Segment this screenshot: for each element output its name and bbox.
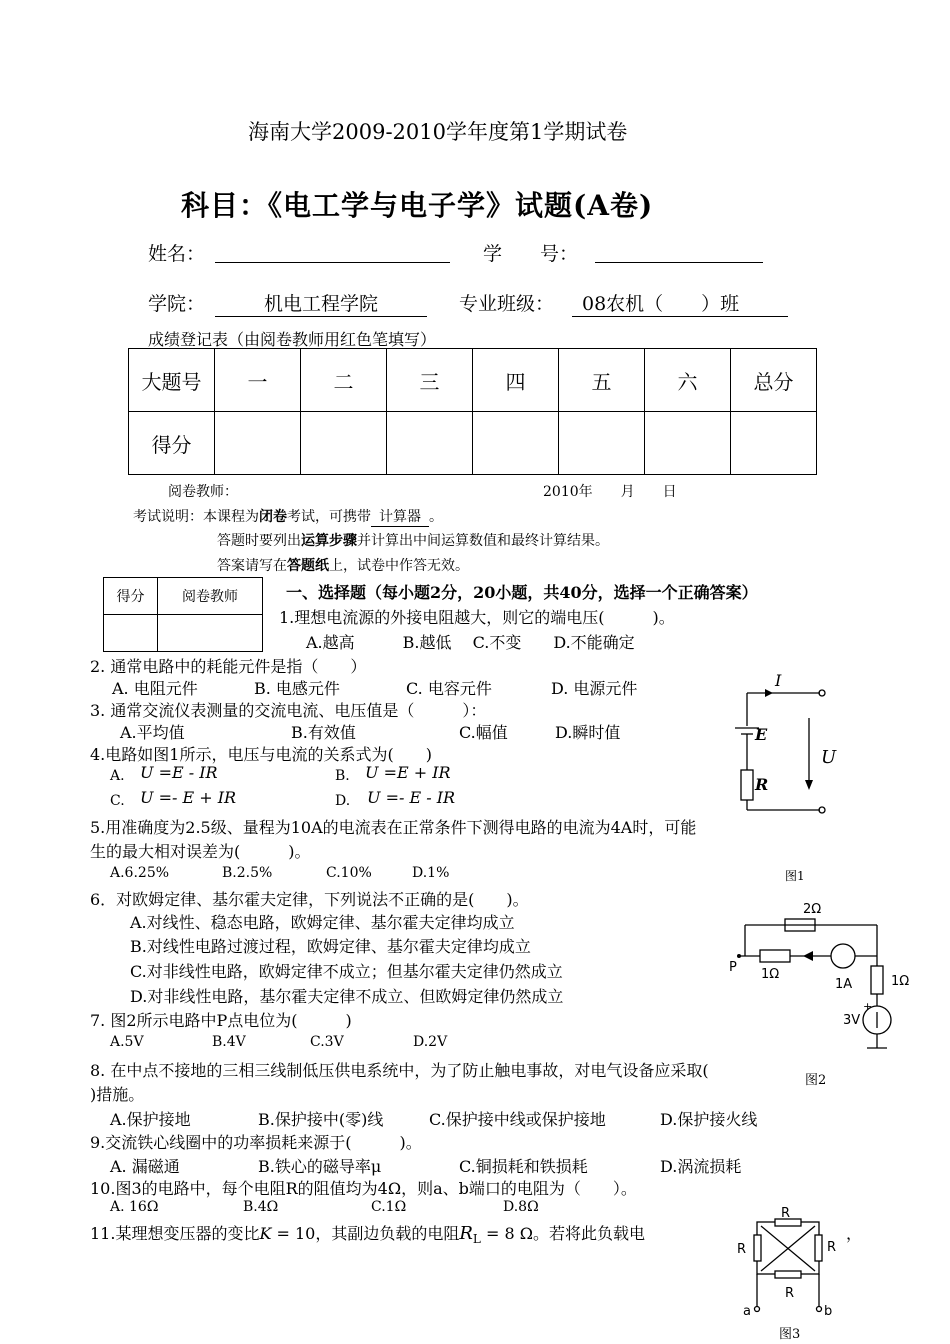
fig1-caption: 图1 (785, 869, 805, 883)
q4-text: 4.电路如图1所示，电压与电流的关系式为( ) (90, 745, 432, 764)
q3-option-c: C.幅值 (459, 723, 508, 742)
q6-option-d: D.对非线性电路，基尔霍夫定律不成立、但欧姆定律仍然成立 (130, 987, 564, 1006)
section1-heading: 一、选择题（每小题2分，20小题，共40分，选择一个正确答案） (286, 583, 758, 602)
q2-option-b: B. 电感元件 (254, 679, 340, 698)
score-cell[interactable] (215, 412, 301, 475)
q4-option-d: U =- E - IR (367, 788, 456, 807)
instructions-line-2 (217, 530, 609, 550)
q9-option-b: B.铁心的磁导率μ (258, 1157, 382, 1176)
q7-option-a: A.5V (110, 1034, 144, 1050)
score-header-cell: 一 (215, 349, 301, 412)
q10-option-c: C.1Ω (371, 1199, 407, 1215)
fig2-label-2ohm: 2Ω (803, 902, 822, 917)
q6-option-b: B.对线性电路过渡过程，欧姆定律、基尔霍夫定律均成立 (130, 937, 531, 956)
fig3-label-r-bottom: R (785, 1286, 795, 1301)
figure-2-circuit (725, 898, 925, 1088)
q8-text-1: 8. 在中点不接地的三相三线制低压供电系统中，为了防止触电事故，对电气设备应采取( (90, 1061, 709, 1080)
fig3-caption: 图3 (779, 1327, 801, 1342)
instr-bold: 闭卷 (259, 509, 287, 525)
instr-bold: 运算步骤 (301, 533, 357, 549)
fig2-label-plus: + (863, 1000, 873, 1013)
fig2-node-p (737, 954, 741, 958)
q1-options: A.越高 B.越低 C.不变 D.不能确定 (306, 633, 635, 652)
q7-text: 7. 图2所示电路中P点电位为( ) (90, 1011, 352, 1030)
q6-text: 6．对欧姆定律、基尔霍夫定律，下列说法不正确的是( )。 (90, 890, 529, 909)
fig3-label-a: a (743, 1304, 751, 1319)
q4-option-a: U =E - IR (140, 763, 218, 782)
score-cell[interactable] (387, 412, 473, 475)
q9-option-a: A. 漏磁通 (110, 1157, 180, 1176)
grader-label: 阅卷教师： (168, 484, 238, 500)
q5-option-d: D.1% (412, 865, 450, 881)
instr-text: 答题时要列出 (217, 533, 301, 549)
fig3-label-b: b (824, 1304, 833, 1319)
section1-score-cell[interactable] (104, 615, 158, 652)
instr-text: 上，试卷中作答无效。 (329, 558, 469, 574)
score-cell[interactable] (559, 412, 645, 475)
score-header-cell: 五 (559, 349, 645, 412)
q3-text: 3. 通常交流仪表测量的交流电流、电压值是（ ）： (90, 701, 487, 720)
q11-symbol-k: K (259, 1224, 272, 1243)
q8-option-d: D.保护接火线 (660, 1110, 758, 1129)
q3-option-a: A.平均值 (120, 723, 185, 742)
q8-option-a: A.保护接地 (110, 1110, 191, 1129)
id-label: 学 号： (483, 243, 579, 265)
q10-text: 10.图3的电路中，每个电阻R的阻值均为4Ω，则a、b端口的电阻为（ ）。 (90, 1179, 637, 1198)
fig2-label-1ohm-left: 1Ω (761, 967, 780, 982)
q4-option-d-label: D. (335, 793, 351, 809)
university-title: 海南大学2009-2010学年度第1学期试卷 (248, 120, 628, 144)
q7-option-c: C.3V (310, 1034, 344, 1050)
instr-calculator: 计算器 (371, 506, 429, 527)
score-header-cell: 三 (387, 349, 473, 412)
fig1-label-i: I (775, 671, 782, 690)
q5-option-b: B.2.5% (222, 865, 273, 881)
q4-option-a-label: A. (110, 768, 125, 784)
q6-option-a: A.对线性、稳态电路，欧姆定律、基尔霍夫定律均成立 (130, 913, 515, 932)
score-row-label: 得分 (129, 412, 215, 475)
section1-score-box (103, 577, 263, 652)
q6-option-c: C.对非线性电路，欧姆定律不成立；但基尔霍夫定律仍然成立 (130, 962, 563, 981)
score-table (128, 348, 817, 475)
class-label: 专业班级： (459, 293, 555, 315)
q11-part: = 8 Ω。若将此负载电 (480, 1224, 646, 1243)
section1-grader-cell[interactable] (158, 615, 263, 652)
instructions-line-3 (217, 555, 469, 575)
q9-text: 9.交流铁心线圈中的功率损耗来源于( )。 (90, 1133, 422, 1152)
score-table-caption: 成绩登记表（由阅卷教师用红色笔填写） (148, 330, 437, 349)
q3-option-d: D.瞬时值 (555, 723, 621, 742)
instr-text: 并计算出中间运算数值和最终计算结果。 (357, 533, 609, 549)
q9-option-d: D.涡流损耗 (660, 1157, 742, 1176)
score-cell[interactable] (301, 412, 387, 475)
score-cell[interactable] (645, 412, 731, 475)
q7-option-b: B.4V (212, 1034, 246, 1050)
fig2-label-1a: 1A (835, 977, 853, 992)
figure-1-circuit (725, 668, 835, 883)
q11-symbol-r: R (459, 1223, 473, 1244)
score-header-cell: 大题号 (129, 349, 215, 412)
q8-option-b: B.保护接中(零)线 (258, 1110, 384, 1129)
subject-title: 科目：《电工学与电子学》试题(A卷) (181, 189, 654, 222)
q11-subscript: L (472, 1232, 481, 1247)
q10-option-d: D.8Ω (503, 1199, 539, 1215)
instr-text: 。 (429, 509, 443, 525)
figure-3-circuit (735, 1205, 850, 1344)
instructions-line-1 (133, 506, 443, 527)
instructions-label: 考试说明： (133, 509, 203, 525)
q5-text-2: 生的最大相对误差为( )。 (90, 842, 311, 861)
q5-text-1: 5.用准确度为2.5级、量程为10A的电流表在正常条件下测得电路的电流为4A时，可能 (90, 818, 697, 837)
q2-option-a: A. 电阻元件 (112, 679, 198, 698)
q10-option-a: A. 16Ω (110, 1199, 159, 1215)
instr-bold: 答题纸 (287, 558, 329, 574)
class-value: 08农机（ ）班 (572, 289, 788, 317)
q4-option-b-label: B. (335, 768, 350, 784)
grade-date: 2010年 月 日 (543, 484, 677, 500)
name-label: 姓名： (148, 243, 206, 265)
q3-option-b: B.有效值 (291, 723, 356, 742)
fig2-caption: 图2 (805, 1073, 827, 1088)
fig2-label-p: P (729, 960, 737, 975)
q8-option-c: C.保护接中线或保护接地 (429, 1110, 606, 1129)
q5-option-a: A.6.25% (110, 865, 170, 881)
college-label: 学院： (148, 293, 206, 315)
instr-text: 答案请写在 (217, 558, 287, 574)
q2-option-d: D. 电源元件 (551, 679, 638, 698)
fig3-label-r-right: R (827, 1240, 837, 1255)
id-blank[interactable] (595, 262, 763, 263)
college-value: 机电工程学院 (215, 289, 427, 317)
q11-text (90, 1221, 645, 1246)
fig1-label-e: E (755, 725, 768, 744)
fig2-label-3v: 3V (843, 1013, 861, 1028)
q2-text: 2. 通常电路中的耗能元件是指（ ） (90, 657, 367, 676)
section1-grader-label: 阅卷教师 (158, 578, 263, 615)
q8-text-2: )措施。 (90, 1085, 145, 1104)
q9-option-c: C.铜损耗和铁损耗 (459, 1157, 588, 1176)
score-header-cell: 总分 (731, 349, 817, 412)
q11-part: = 10，其副边负载的电阻 (271, 1224, 460, 1243)
score-header-cell: 二 (301, 349, 387, 412)
q1-text: 1.理想电流源的外接电阻越大，则它的端电压( )。 (279, 608, 675, 627)
fig1-label-u: U (821, 747, 837, 768)
score-cell[interactable] (731, 412, 817, 475)
name-blank[interactable] (215, 262, 450, 263)
q4-option-c: U =- E + IR (140, 788, 237, 807)
fig1-label-r: R (755, 775, 769, 794)
fig3-label-r-left: R (737, 1242, 747, 1257)
fig3-label-r-top: R (781, 1206, 791, 1221)
score-header-cell: 六 (645, 349, 731, 412)
score-cell[interactable] (473, 412, 559, 475)
q4-option-c-label: C. (110, 793, 125, 809)
q10-option-b: B.4Ω (243, 1199, 279, 1215)
section1-score-label: 得分 (104, 578, 158, 615)
q4-option-b: U =E + IR (365, 763, 451, 782)
q2-option-c: C. 电容元件 (406, 679, 492, 698)
instr-text: 本课程为 (203, 509, 259, 525)
q11-part: 11.某理想变压器的变比 (90, 1224, 260, 1243)
q11-tail: ， (846, 1224, 863, 1243)
q5-option-c: C.10% (326, 865, 372, 881)
q7-option-d: D.2V (413, 1034, 448, 1050)
fig2-label-1ohm-right: 1Ω (891, 974, 910, 989)
instr-text: 考试，可携带 (287, 509, 371, 525)
score-header-cell: 四 (473, 349, 559, 412)
